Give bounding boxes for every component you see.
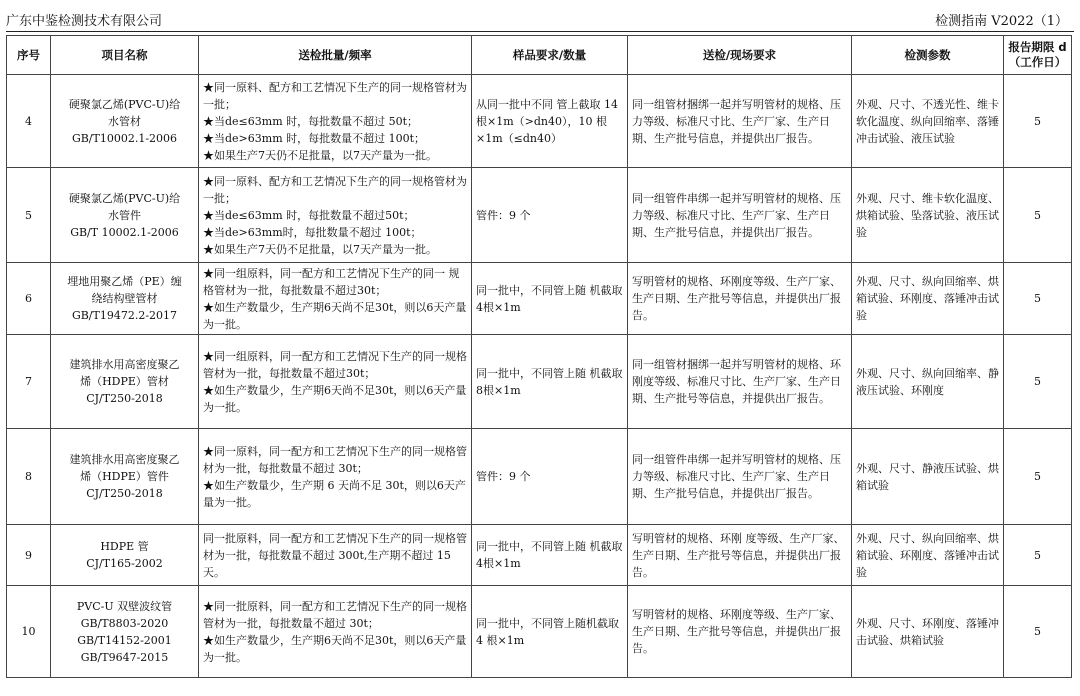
inspection-guide-table [6,35,1072,678]
row-batch [199,525,472,586]
row-no: 9 [7,525,51,586]
project-name-line: HDPE 管 [100,540,149,553]
row-days: 5 [1004,263,1072,335]
header-rule [6,31,1074,32]
col-header-params: 检测参数 [852,36,1004,75]
batch-rule: ★如生产数量少，生产期6天尚不足30t，则以6天产量为一批。 [203,383,467,414]
row-days: 5 [1004,75,1072,168]
row-onsite: 写明管材的规格、环刚 度等级、生产厂家、生产日期、生产批号等信息，并提供出厂报告。 [628,525,852,586]
row-project-name [51,586,199,678]
col-header-batch: 送检批量/频率 [199,36,472,75]
row-batch [199,586,472,678]
batch-rule: ★当de≤63mm 时，每批数量不超过 50t； [203,114,419,128]
batch-rule: ★同一批原料，同一配方和工艺情况下生产的同一规格管材为一批，每批数量不超过 30t； [203,599,467,630]
row-onsite: 同一组管材捆绑一起并写明管材的规格、压力等级、标准尺寸比、生产厂家、生产日期、生产批号信息，并提供出厂报告。 [628,75,852,168]
project-standard: GB/T8803-2020 [80,616,169,630]
row-project-name [51,429,199,525]
table-row [7,263,1072,335]
row-batch [199,429,472,525]
row-project-name [51,168,199,263]
row-params: 外观、尺寸、不透光性、维卡软化温度、纵向回缩率、落锤冲击试验、液压试验 [852,75,1004,168]
batch-rule: 同一批原料，同一配方和工艺情况下生产的同一规格管材为一批，每批数量不超过 300t,生产期不超过 15 天。 [203,531,467,579]
batch-rule: ★当de>63mm时，每批数量不超过 100t； [203,225,422,239]
row-project-name [51,75,199,168]
table-row [7,586,1072,678]
row-batch [199,335,472,429]
company-name: 广东中鉴检测技术有限公司 [6,14,163,29]
table-row [7,75,1072,168]
document-version: 检测指南 V2022（1） [935,14,1068,29]
row-no: 4 [7,75,51,168]
row-project-name [51,263,199,335]
table-row [7,335,1072,429]
batch-rule: ★如生产数量少，生产期6天尚不足30t，则以6天产量为一批。 [203,300,467,331]
project-standard: CJ/T250-2018 [86,392,163,405]
project-name-line: 水管材 [108,114,141,128]
row-params: 外观、尺寸、纵向回缩率、烘箱试验、环刚度、落锤冲击试验 [852,525,1004,586]
row-sample: 管件：9 个 [472,168,628,263]
batch-rule: ★如果生产7天仍不足批量，以7天产量为一批。 [203,242,437,256]
batch-rule: ★如生产数量少，生产期6天尚不足30t，则以6天产量为一批。 [203,633,467,664]
project-standard: GB/T9647-2015 [80,650,169,664]
project-standard: CJ/T165-2002 [86,557,163,570]
col-header-days: 报告期限 d（工作日） [1004,36,1072,75]
row-sample: 同一批中，不同管上随 机截取 4根×1m [472,525,628,586]
batch-rule: ★同一原料、配方和工艺情况下生产的同一规格管材为一批； [203,174,467,205]
project-standard: GB/T10002.1-2006 [71,131,178,145]
project-standard: GB/T19472.2-2017 [71,309,178,322]
batch-rule: ★当de>63mm 时，每批数量不超过 100t； [203,131,426,145]
project-name-line: PVC-U 双壁波纹管 [76,599,173,613]
row-onsite: 写明管材的规格、环刚度等级、生产厂家、生产日期、生产批号等信息，并提供出厂报告。 [628,263,852,335]
project-standard: CJ/T250-2018 [86,487,163,500]
project-standard: GB/T 10002.1-2006 [70,225,179,239]
table-row [7,525,1072,586]
row-sample: 管件：9 个 [472,429,628,525]
batch-rule: ★同一原料、配方和工艺情况下生产的同一规格管材为一批； [203,80,467,111]
project-name-line: 硬聚氯乙烯(PVC-U)给 [68,191,181,205]
row-sample: 同一批中，不同管上随机截取 4 根×1m [472,586,628,678]
row-params: 外观、尺寸、维卡软化温度、烘箱试验、坠落试验、液压试验 [852,168,1004,263]
col-header-no: 序号 [7,36,51,75]
project-name-line: 建筑排水用高密度聚乙 [69,453,180,466]
batch-rule: ★当de≤63mm 时，每批数量不超过50t； [203,208,415,222]
batch-rule: ★如生产数量少，生产期 6 天尚不足 30t，则以6天产量为一批。 [203,478,466,509]
project-standard: GB/T14152-2001 [77,633,172,647]
row-days: 5 [1004,168,1072,263]
row-no: 5 [7,168,51,263]
project-name-line: 烯（HDPE）管材 [80,375,169,388]
row-no: 10 [7,586,51,678]
table-row [7,168,1072,263]
row-sample: 从同一批中不同 管上截取 14 根×1m（>dn40），10 根×1m（≤dn40） [472,75,628,168]
row-batch [199,75,472,168]
row-no: 8 [7,429,51,525]
row-params: 外观、尺寸、静液压试验、烘箱试验 [852,429,1004,525]
project-name-line: 埋地用聚乙烯（PE）缠 [67,275,182,288]
row-days: 5 [1004,335,1072,429]
row-no: 7 [7,335,51,429]
row-onsite: 同一组管材捆绑一起并写明管材的规格、环刚度等级、标准尺寸比、生产厂家、生产日期、生产批号等信息，并提供出厂报告。 [628,335,852,429]
table-row [7,429,1072,525]
row-project-name [51,525,199,586]
row-days: 5 [1004,429,1072,525]
row-sample: 同一批中，不同管上随 机截取 8根×1m [472,335,628,429]
batch-rule: ★同一组原料，同一配方和工艺情况下生产的同一规格管材为一批，每批数量不超过30t； [203,349,467,380]
col-header-onsite: 送检/现场要求 [628,36,852,75]
row-onsite: 同一组管件串绑一起并写明管材的规格、压力等级、标准尺寸比、生产厂家、生产日期、生产批号信息，并提供出厂报告。 [628,168,852,263]
batch-rule: ★同一原料，同一配方和工艺情况下生产的同一规格管材为一批，每批数量不超过 30t； [203,444,467,475]
project-name-line: 建筑排水用高密度聚乙 [69,358,180,371]
row-project-name [51,335,199,429]
project-name-line: 硬聚氯乙烯(PVC-U)给 [68,97,181,111]
page-header [6,0,1074,34]
row-sample: 同一批中，不同管上随 机截取 4根×1m [472,263,628,335]
row-days: 5 [1004,525,1072,586]
row-params: 外观、尺寸、纵向回缩率、烘箱试验、环刚度、落锤冲击试验 [852,263,1004,335]
col-header-sample: 样品要求/数量 [472,36,628,75]
row-params: 外观、尺寸、环刚度、落锤冲击试验、烘箱试验 [852,586,1004,678]
row-onsite: 同一组管件串绑一起并写明管材的规格、压力等级、标准尺寸比、生产厂家、生产日期、生产批号信息，并提供出厂报告。 [628,429,852,525]
project-name-line: 烯（HDPE）管件 [80,470,169,483]
batch-rule: ★如果生产7天仍不足批量，以7天产量为一批。 [203,148,437,162]
batch-rule: ★同一组原料，同一配方和工艺情况下生产的同一 规格管材为一批，每批数量不超过30t； [203,266,460,297]
table-header-row [7,36,1072,75]
row-batch [199,263,472,335]
row-onsite: 写明管材的规格、环刚度等级、生产厂家、生产日期、生产批号等信息，并提供出厂报告。 [628,586,852,678]
project-name-line: 绕结构壁管材 [91,292,158,305]
row-no: 6 [7,263,51,335]
row-batch [199,168,472,263]
col-header-name: 项目名称 [51,36,199,75]
row-params: 外观、尺寸、纵向回缩率、静液压试验、环刚度 [852,335,1004,429]
row-days: 5 [1004,586,1072,678]
project-name-line: 水管件 [108,208,141,222]
